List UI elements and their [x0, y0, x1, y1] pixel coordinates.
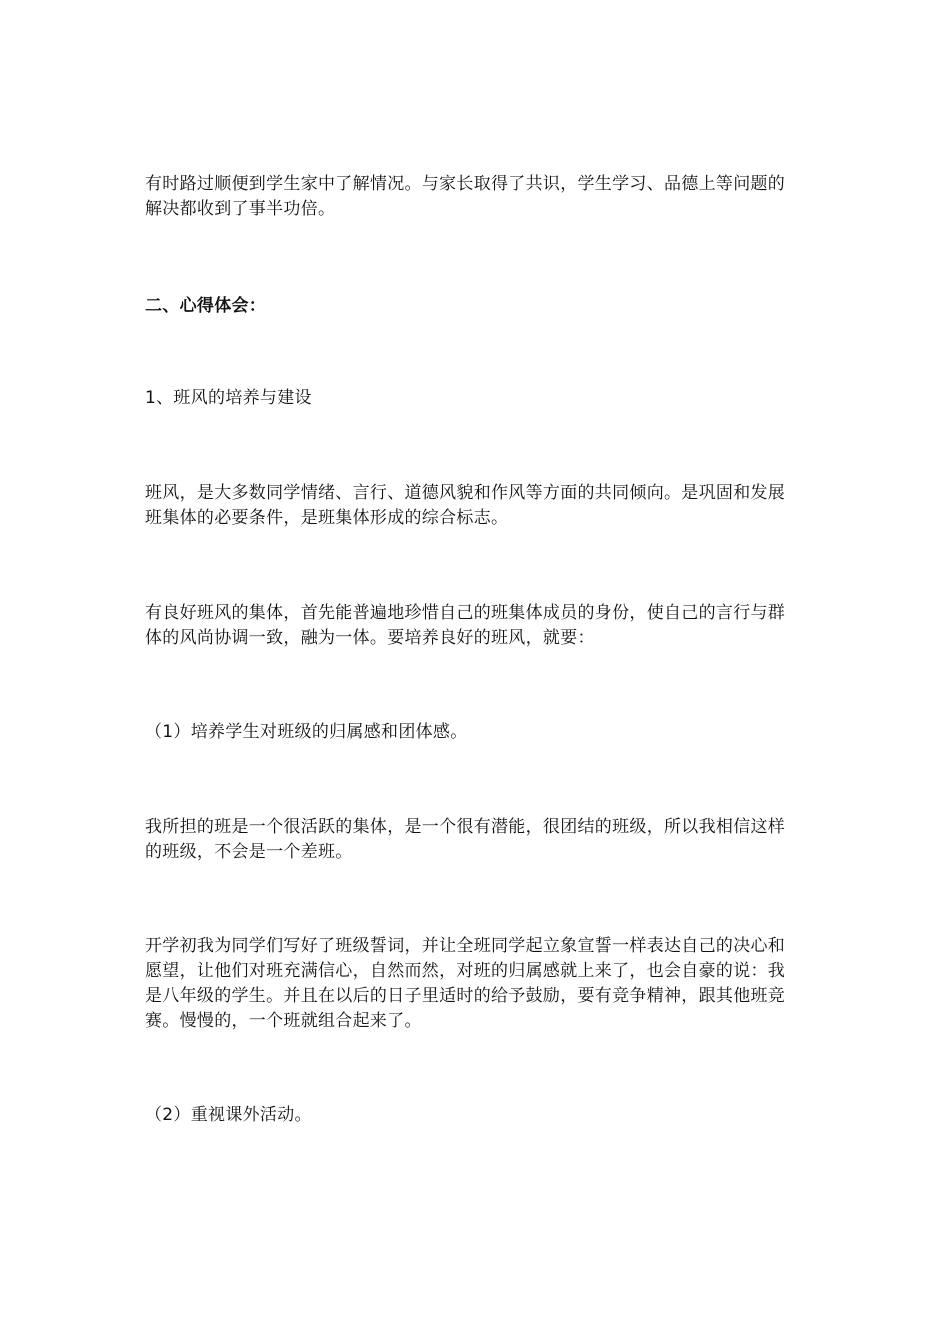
item-belonging: （1）培养学生对班级的归属感和团体感。	[145, 722, 468, 742]
paragraph-home-visits: 有时路过顺便到学生家中了解情况。与家长取得了共识，学生学习、品德上等问题的解决都收到了事半功倍。	[145, 174, 786, 219]
paragraph-class-culture-definition: 班风，是大多数同学情绪、言行、道德风貌和作风等方面的共同倾向。是巩固和发展班集体的必要条件，是班集体形成的综合标志。	[145, 483, 786, 528]
subheading-class-culture: 1、班风的培养与建设	[145, 388, 312, 408]
item-extracurricular: （2）重视课外活动。	[145, 1105, 312, 1125]
section-heading-experience: 二、心得体会：	[145, 296, 267, 316]
paragraph-class-oath: 开学初我为同学们写好了班级誓词，并让全班同学起立象宣誓一样表达自己的决心和愿望，让他们对班充满信心，自然而然，对班的归属感就上来了，也会自豪的说：我是八年级的学生。并且在以后的日子里适时的给予鼓励，要有竞争精神，跟其他班竞赛。慢慢的，一个班就组合起来了。	[145, 936, 786, 1031]
paragraph-active-class: 我所担的班是一个很活跃的集体，是一个很有潜能，很团结的班级，所以我相信这样的班级，不会是一个差班。	[145, 817, 786, 862]
paragraph-good-class-culture: 有良好班风的集体，首先能普遍地珍惜自己的班集体成员的身份，使自己的言行与群体的风尚协调一致，融为一体。要培养良好的班风，就要：	[145, 603, 786, 648]
